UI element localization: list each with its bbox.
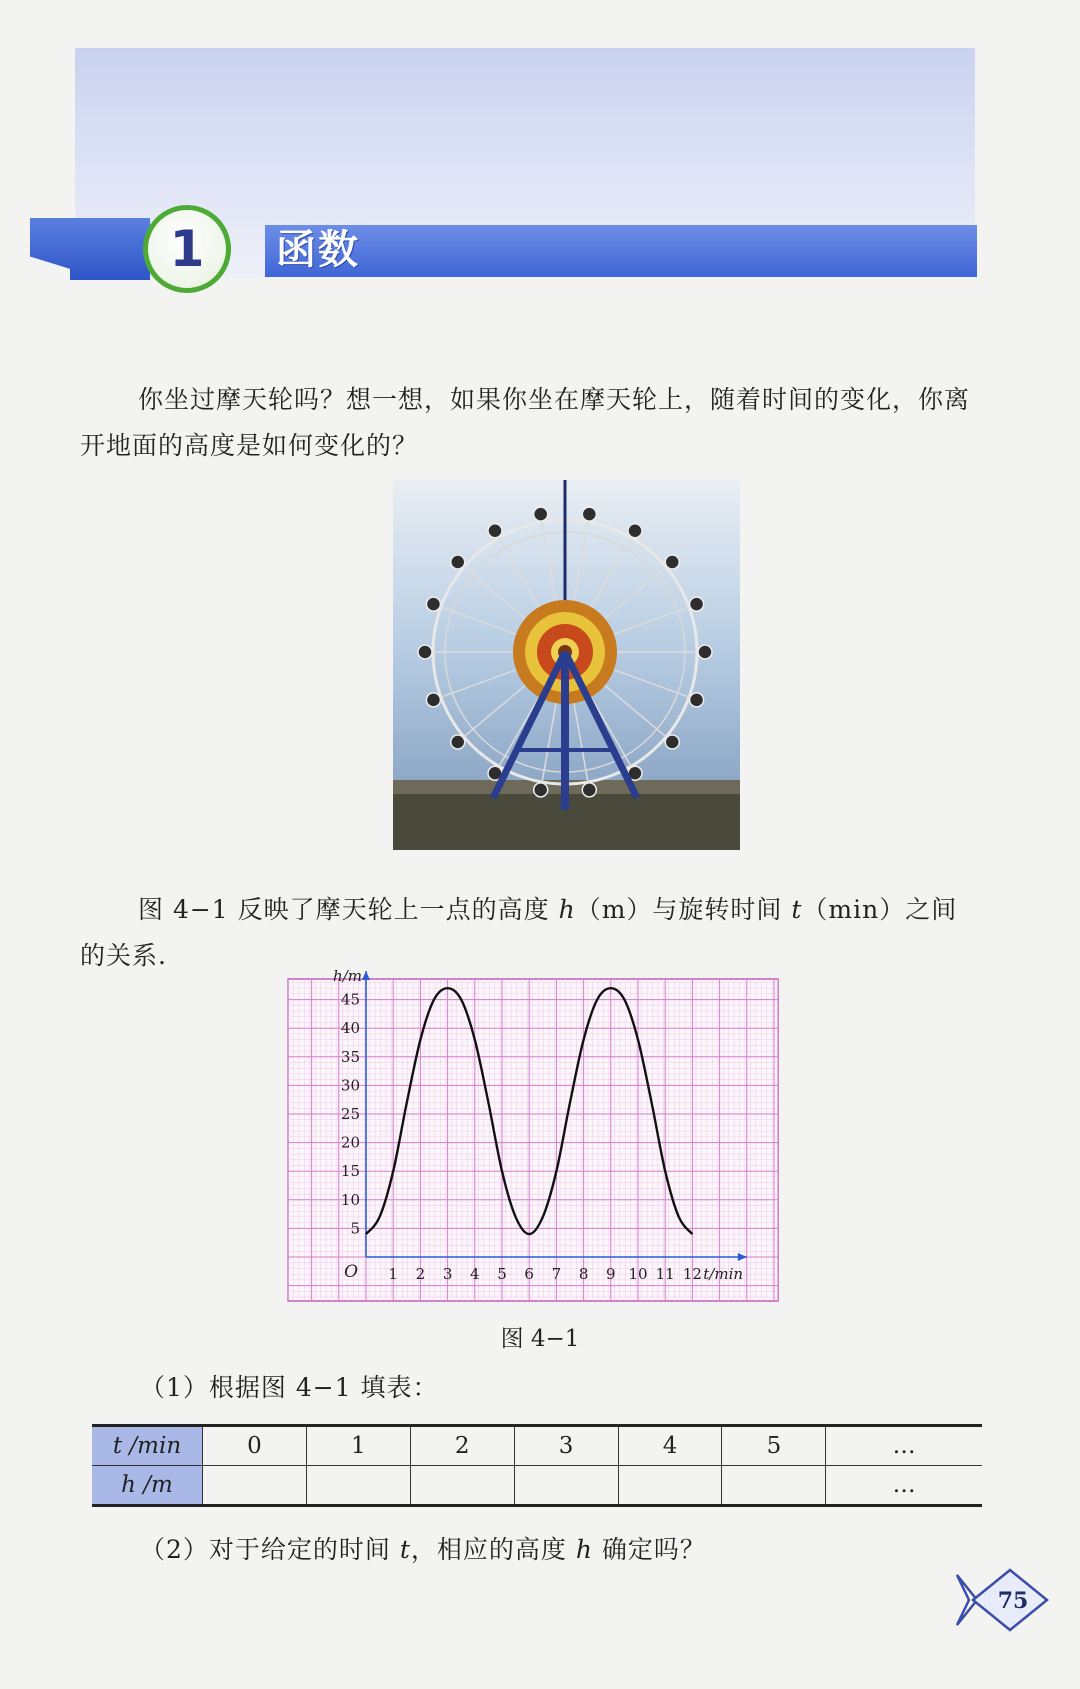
question-2-height-variable: h bbox=[575, 1535, 593, 1564]
figure-intro-text-1: 图 4−1 反映了摩天轮上一点的高度 bbox=[138, 895, 559, 924]
x-tick-label: 7 bbox=[551, 1265, 562, 1283]
y-tick-label: 10 bbox=[340, 1190, 360, 1209]
question-2-text-2: ，相应的高度 bbox=[410, 1535, 576, 1564]
wheel-cabin bbox=[534, 783, 548, 797]
y-tick-label: 15 bbox=[340, 1162, 360, 1181]
wheel-cabin bbox=[628, 524, 642, 538]
table-cell-t: 5 bbox=[722, 1426, 826, 1466]
x-tick-label: 2 bbox=[415, 1265, 426, 1283]
section-title: 函数 bbox=[276, 227, 360, 273]
question-2 bbox=[140, 1530, 706, 1566]
table-row-h bbox=[92, 1466, 982, 1506]
x-tick-label: 1 bbox=[388, 1265, 398, 1283]
table-cell-t: 2 bbox=[410, 1426, 514, 1466]
table-cell-h bbox=[514, 1466, 618, 1506]
table-row-label-t: t /min bbox=[92, 1426, 203, 1466]
wheel-cabin bbox=[690, 693, 704, 707]
intro-paragraph: 你坐过摩天轮吗？想一想，如果你坐在摩天轮上，随着时间的变化，你离开地面的高度是如何变化的？ bbox=[80, 385, 971, 460]
table-cell-h: … bbox=[826, 1466, 982, 1506]
y-tick-label: 5 bbox=[350, 1219, 360, 1238]
fish-icon bbox=[955, 1565, 1055, 1635]
wheel-cabin bbox=[665, 735, 679, 749]
height-time-chart bbox=[288, 967, 778, 1301]
table-cell-t: … bbox=[826, 1426, 982, 1466]
table-cell-t: 0 bbox=[203, 1426, 307, 1466]
y-tick-label: 20 bbox=[340, 1133, 360, 1152]
figure-intro-text-3: （min）之间的关系. bbox=[80, 895, 958, 970]
figure-intro-text-2: （m）与旋转时间 bbox=[575, 895, 792, 924]
question-2-text-3: 确定吗？ bbox=[592, 1535, 706, 1564]
y-tick-label: 40 bbox=[340, 1019, 360, 1038]
table-row-label-h: h /m bbox=[92, 1466, 203, 1506]
ferris-wheel-illustration bbox=[393, 480, 740, 850]
x-tick-label: 8 bbox=[578, 1265, 589, 1283]
wheel-cabin bbox=[665, 555, 679, 569]
table-cell-h bbox=[618, 1466, 722, 1506]
height-variable: h bbox=[558, 895, 576, 924]
section-number: 1 bbox=[169, 220, 205, 278]
x-tick-label: 11 bbox=[655, 1265, 675, 1283]
wheel-cabin bbox=[451, 555, 465, 569]
y-axis-label: h/m bbox=[333, 967, 362, 985]
wheel-cabin bbox=[426, 597, 440, 611]
wheel-cabin bbox=[418, 645, 432, 659]
ferris-wheel-photo bbox=[393, 480, 740, 850]
origin-label: O bbox=[344, 1262, 358, 1282]
table-cell-h bbox=[306, 1466, 410, 1506]
x-axis-label: t/min bbox=[703, 1265, 744, 1283]
wheel-cabin bbox=[534, 507, 548, 521]
y-tick-label: 30 bbox=[340, 1076, 360, 1095]
fill-in-table bbox=[92, 1424, 982, 1507]
chart-svg bbox=[288, 967, 778, 1301]
table-cell-t: 3 bbox=[514, 1426, 618, 1466]
wheel-cabin bbox=[690, 597, 704, 611]
wheel-cabin bbox=[451, 735, 465, 749]
x-tick-label: 10 bbox=[628, 1265, 648, 1283]
wheel-cabin bbox=[582, 783, 596, 797]
time-variable: t bbox=[791, 895, 803, 924]
table-row-t bbox=[92, 1426, 982, 1466]
x-tick-label: 3 bbox=[442, 1265, 453, 1283]
wheel-cabin bbox=[698, 645, 712, 659]
table-cell-t: 4 bbox=[618, 1426, 722, 1466]
question-1: （1）根据图 4−1 填表： bbox=[140, 1373, 439, 1402]
x-tick-label: 9 bbox=[606, 1265, 616, 1283]
wheel-cabin bbox=[582, 507, 596, 521]
x-tick-label: 6 bbox=[524, 1265, 534, 1283]
question-2-time-variable: t bbox=[399, 1535, 411, 1564]
y-tick-label: 25 bbox=[340, 1105, 360, 1123]
wheel-cabin bbox=[488, 524, 502, 538]
table-cell-t: 1 bbox=[306, 1426, 410, 1466]
page-number-badge bbox=[955, 1565, 1055, 1635]
figure-caption: 图 4−1 bbox=[500, 1326, 580, 1352]
x-tick-label: 5 bbox=[497, 1265, 507, 1283]
table-cell-h bbox=[203, 1466, 307, 1506]
table-cell-h bbox=[722, 1466, 826, 1506]
figure-intro-paragraph bbox=[80, 887, 975, 979]
header-banner-flag bbox=[30, 218, 150, 280]
x-tick-label: 4 bbox=[470, 1265, 480, 1283]
header-title-bar bbox=[265, 225, 977, 277]
section-number-badge bbox=[143, 205, 231, 293]
page-number: 75 bbox=[997, 1588, 1029, 1614]
y-tick-label: 35 bbox=[340, 1047, 360, 1066]
wheel-cabin bbox=[426, 693, 440, 707]
x-tick-label: 12 bbox=[682, 1265, 702, 1283]
question-2-text-1: （2）对于给定的时间 bbox=[140, 1535, 400, 1564]
y-tick-label: 45 bbox=[340, 990, 360, 1009]
table-cell-h bbox=[410, 1466, 514, 1506]
